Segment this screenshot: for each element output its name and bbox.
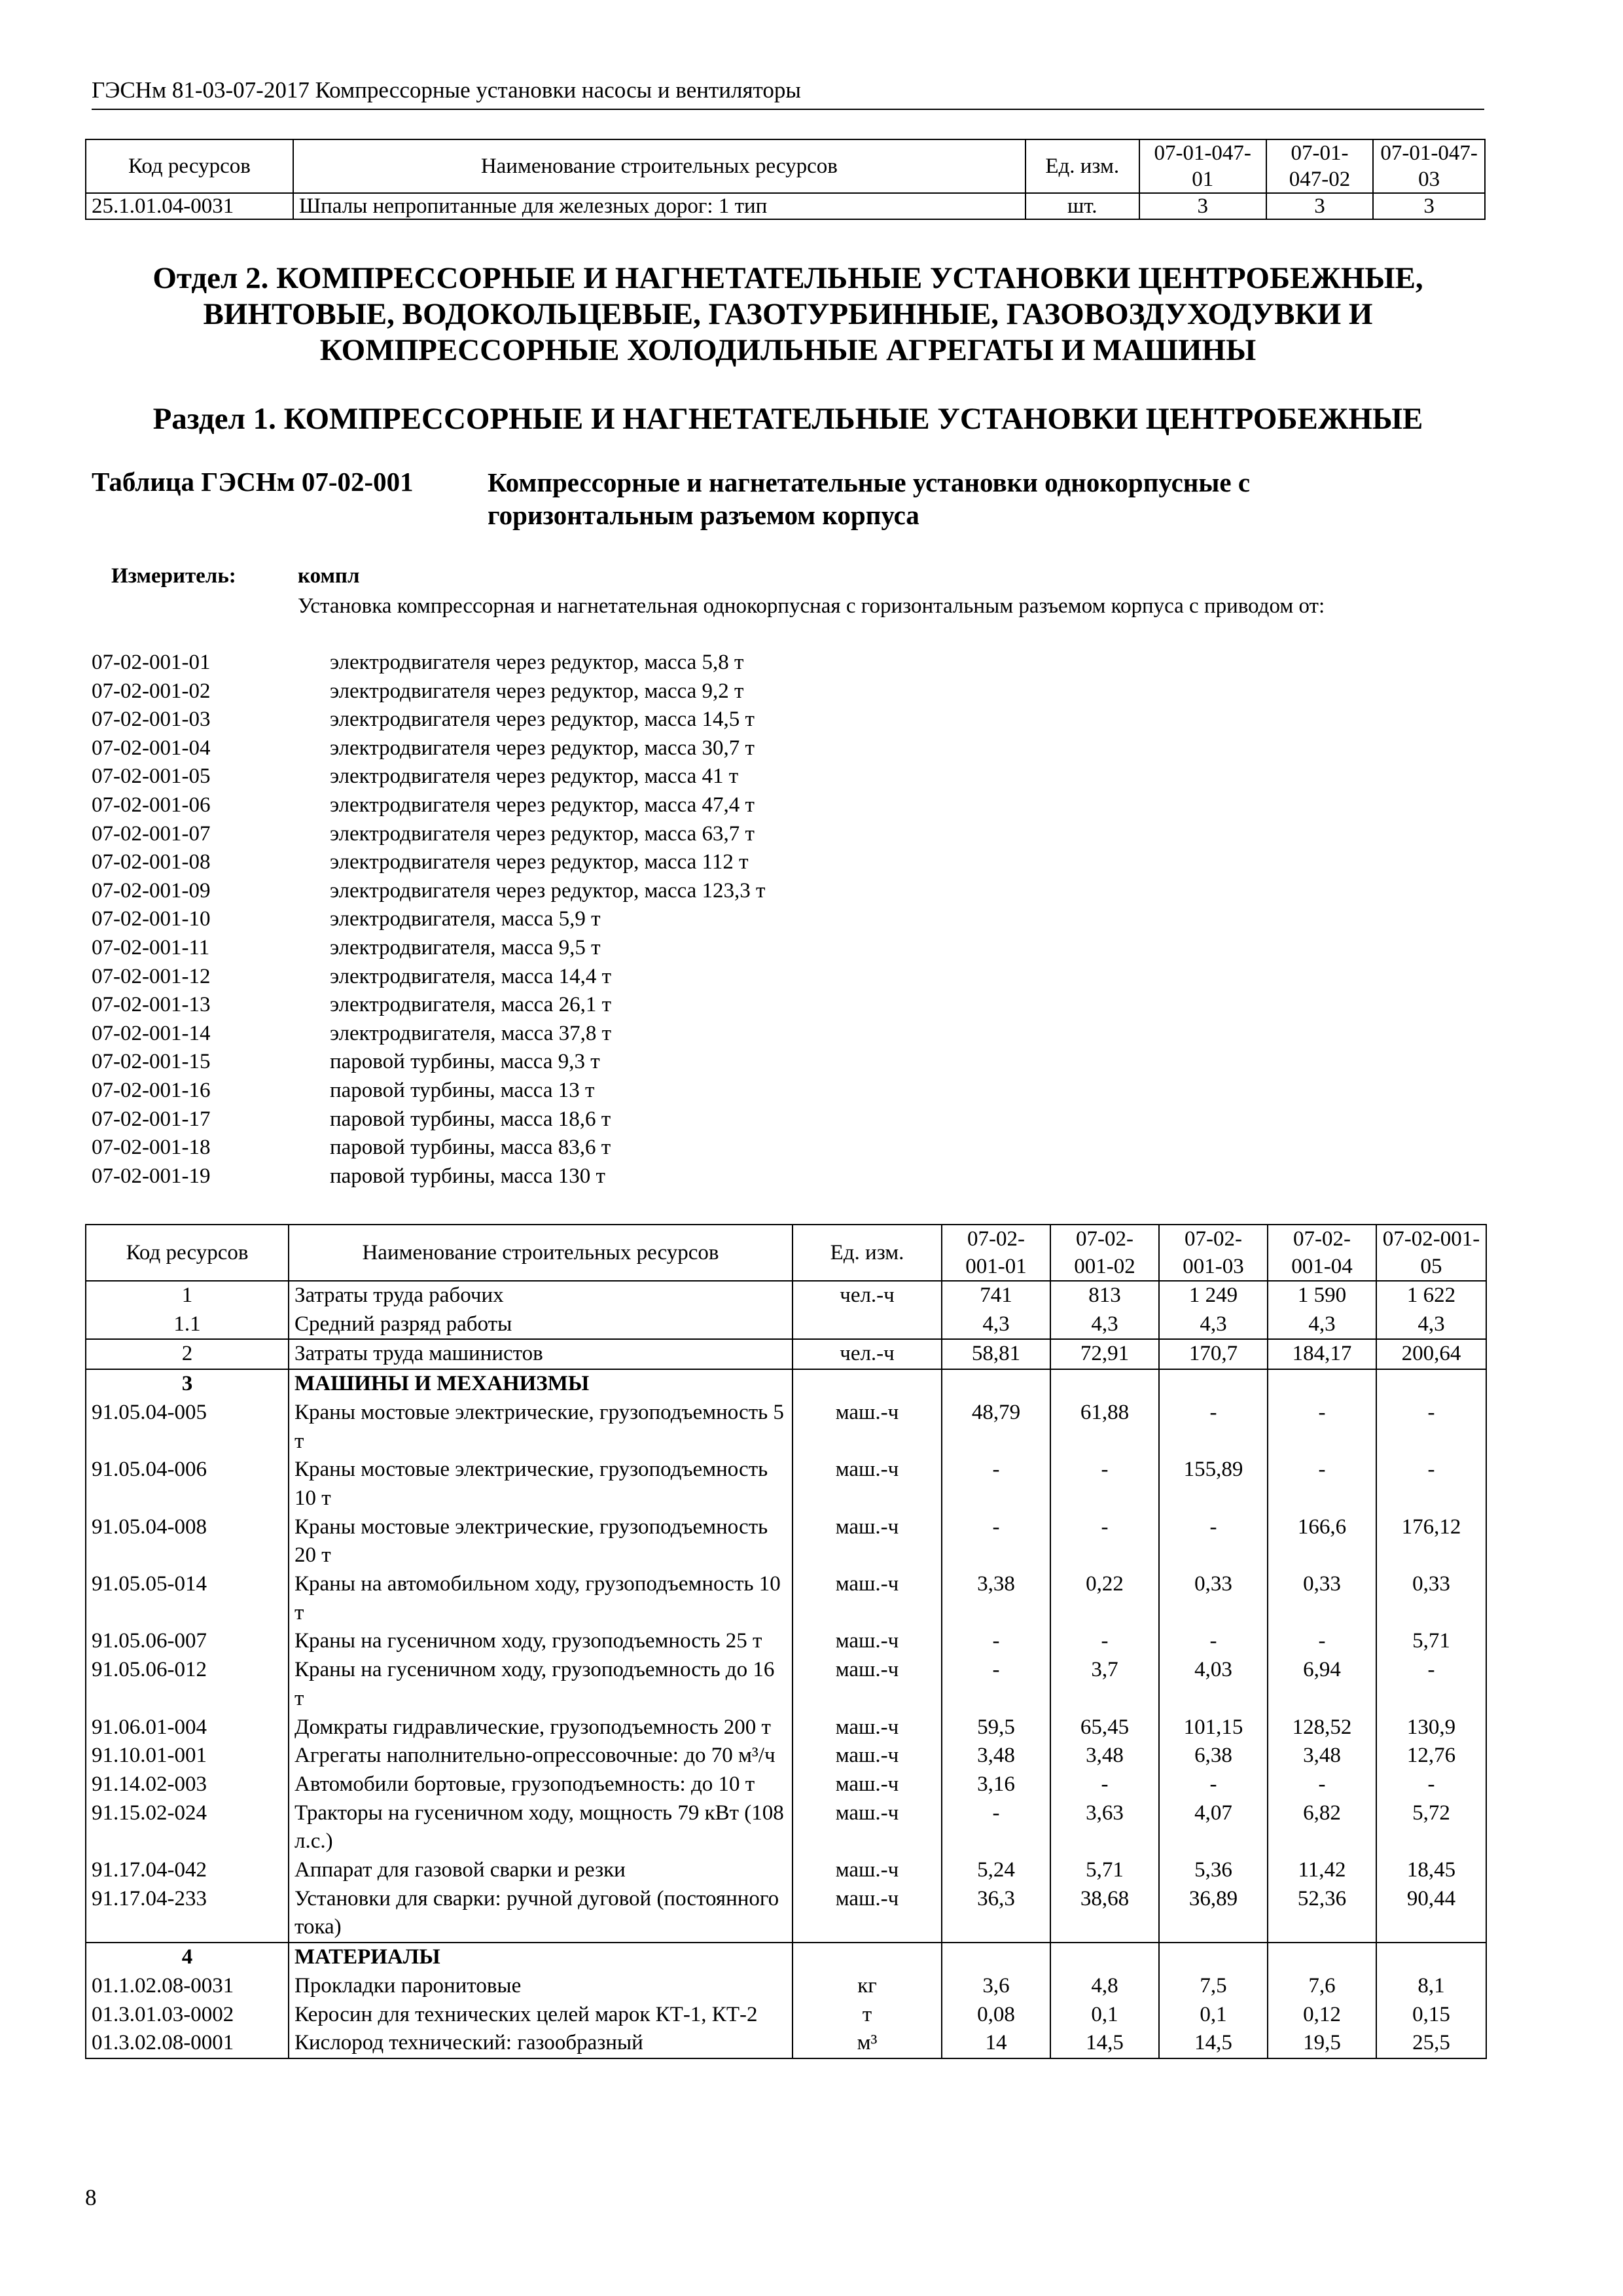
col-header-047-03: 07-01-047-03 [1373,139,1485,193]
variant-code: 07-02-001-13 [92,993,211,1017]
meter-unit: компл [298,564,360,588]
list-item [92,1079,765,1107]
row-value: - [942,1456,1050,1513]
table-row [86,2029,1486,2058]
table-row [86,1856,1486,1885]
variant-code: 07-02-001-11 [92,935,210,960]
row-unit [793,1310,942,1340]
row-unit: т [793,2001,942,2030]
row-value: 72,91 [1050,1339,1159,1369]
list-item [92,965,765,994]
row-value [1376,1369,1486,1399]
variant-code: 07-02-001-07 [92,821,211,846]
variant-code: 07-02-001-09 [92,878,211,903]
row-value: 14,5 [1159,2029,1268,2058]
variant-text: электродвигателя, масса 26,1 т [330,993,612,1017]
table-row [86,1713,1486,1742]
row-code: 91.05.05-014 [86,1570,289,1627]
row-value: - [1376,1770,1486,1799]
variant-text: электродвигателя через редуктор, масса 123,3 т [330,878,766,903]
row-value: - [1159,1513,1268,1570]
variant-text: паровой турбины, масса 18,6 т [330,1107,611,1131]
row-value: 4,8 [1050,1972,1159,2001]
row-code: 91.10.01-001 [86,1742,289,1770]
col-header-047-02: 07-01-047-02 [1266,139,1374,193]
row-value [1159,1369,1268,1399]
list-item [92,936,765,965]
table-row [86,1742,1486,1770]
variant-text: паровой турбины, масса 130 т [330,1164,605,1188]
variant-code: 07-02-001-16 [92,1078,211,1102]
row-value [1268,1369,1376,1399]
row-unit: маш.-ч [793,1513,942,1570]
row-value: 19,5 [1268,2029,1376,2058]
row-code: 91.17.04-042 [86,1856,289,1885]
row-code: 91.05.04-008 [86,1513,289,1570]
row-value: 90,44 [1376,1885,1486,1943]
row-name: Краны на гусеничном ходу, грузоподъемность до 16 т [289,1656,793,1713]
row-name: Краны мостовые электрические, грузоподъемность 5 т [289,1399,793,1456]
row-value: 3,48 [942,1742,1050,1770]
row-code: 91.14.02-003 [86,1770,289,1799]
row-value: 8,1 [1376,1972,1486,2001]
variant-code: 07-02-001-18 [92,1136,211,1160]
row-unit [793,1943,942,1972]
list-item [92,850,765,879]
row-name: Краны на гусеничном ходу, грузоподъемность 25 т [289,1627,793,1656]
row-value: - [1268,1399,1376,1456]
list-item [92,679,765,708]
row-value: 813 [1050,1281,1159,1310]
row-code: 91.15.02-024 [86,1799,289,1856]
row-value: - [1376,1456,1486,1513]
row-code: 01.3.01.03-0002 [86,2001,289,2030]
col-header-name: Наименование строительных ресурсов [289,1225,793,1281]
row-code: 4 [86,1943,289,1972]
col-header-name: Наименование строительных ресурсов [293,139,1026,193]
row-value [1050,1943,1159,1972]
row-code: 91.06.01-004 [86,1713,289,1742]
row-name: Аппарат для газовой сварки и резки [289,1856,793,1885]
col-header-unit: Ед. изм. [1026,139,1139,193]
row-value: 14 [942,2029,1050,2058]
row-value: 0,08 [942,2001,1050,2030]
row-value: - [1376,1399,1486,1456]
row-value: - [942,1656,1050,1713]
row-name: Тракторы на гусеничном ходу, мощность 79 кВт (108 л.с.) [289,1799,793,1856]
row-value [1376,1943,1486,1972]
variant-code: 07-02-001-12 [92,964,211,988]
row-unit: маш.-ч [793,1456,942,1513]
list-item [92,907,765,936]
row-value: - [1268,1627,1376,1656]
row-value: 0,33 [1268,1570,1376,1627]
variant-code: 07-02-001-08 [92,850,211,874]
row-value: 36,89 [1159,1885,1268,1943]
row-code: 3 [86,1369,289,1399]
row-value: 0,1 [1159,2001,1268,2030]
row-code: 91.05.04-005 [86,1399,289,1456]
table-row [86,193,1485,219]
row-code: 91.17.04-233 [86,1885,289,1943]
page-number: 8 [85,2185,97,2210]
row-unit: чел.-ч [793,1281,942,1310]
row-value: 4,3 [1159,1310,1268,1340]
row-code: 1 [86,1281,289,1310]
row-value: 128,52 [1268,1713,1376,1742]
row-value: 3,48 [1050,1742,1159,1770]
row-value: 58,81 [942,1339,1050,1369]
col-header-001-05: 07-02-001-05 [1376,1225,1486,1281]
table-title: Компрессорные и нагнетательные установки однокорпусные с горизонтальным разъемом корпуса [488,467,1251,530]
row-value: 6,94 [1268,1656,1376,1713]
row-value: 6,82 [1268,1799,1376,1856]
row-unit: кг [793,1972,942,2001]
row-value: - [1159,1627,1268,1656]
table-row [86,1310,1486,1340]
row-value: 741 [942,1281,1050,1310]
meter-label: Измеритель: [111,564,236,588]
row-value: 200,64 [1376,1339,1486,1369]
row-value: 184,17 [1268,1339,1376,1369]
row-unit [793,1369,942,1399]
row-value: 7,5 [1159,1972,1268,2001]
row-unit: маш.-ч [793,1627,942,1656]
row-value: 25,5 [1376,2029,1486,2058]
row-value: 4,3 [1050,1310,1159,1340]
row-value: 3 [1266,193,1374,219]
row-value: 3,48 [1268,1742,1376,1770]
row-name: Агрегаты наполнительно-опрессовочные: до 70 м³/ч [289,1742,793,1770]
row-value: 38,68 [1050,1885,1159,1943]
variant-code: 07-02-001-15 [92,1050,211,1074]
variant-code: 07-02-001-06 [92,793,211,817]
row-unit: м³ [793,2029,942,2058]
table-row [86,1656,1486,1713]
row-value: 3,16 [942,1770,1050,1799]
row-value: 130,9 [1376,1713,1486,1742]
row-value: 3,6 [942,1972,1050,2001]
row-value: 3,7 [1050,1656,1159,1713]
list-item [92,1022,765,1050]
row-value: 155,89 [1159,1456,1268,1513]
variant-list [92,651,765,1193]
row-code: 25.1.01.04-0031 [86,193,293,219]
row-value: 5,36 [1159,1856,1268,1885]
row-unit: маш.-ч [793,1570,942,1627]
variant-text: электродвигателя, масса 5,9 т [330,907,601,931]
row-value: 5,71 [1050,1856,1159,1885]
variant-text: электродвигателя через редуктор, масса 63,7 т [330,821,755,846]
row-name: Краны на автомобильном ходу, грузоподъемность 10 т [289,1570,793,1627]
variant-code: 07-02-001-03 [92,708,211,732]
row-name: Краны мостовые электрические, грузоподъемность 20 т [289,1513,793,1570]
row-value: - [1050,1456,1159,1513]
row-value: 1 249 [1159,1281,1268,1310]
department-heading-line3: КОМПРЕССОРНЫЕ ХОЛОДИЛЬНЫЕ АГРЕГАТЫ И МАШИНЫ [319,333,1257,367]
list-item [92,993,765,1022]
table-row [86,1513,1486,1570]
variant-text: электродвигателя через редуктор, масса 14,5 т [330,708,755,732]
table-row [86,1627,1486,1656]
row-value: 18,45 [1376,1856,1486,1885]
row-unit: маш.-ч [793,1399,942,1456]
table-row [86,1972,1486,2001]
row-name: Установки для сварки: ручной дуговой (постоянного тока) [289,1885,793,1943]
row-name: Керосин для технических целей марок КТ-1, КТ-2 [289,2001,793,2030]
col-header-001-02: 07-02-001-02 [1050,1225,1159,1281]
variant-text: паровой турбины, масса 83,6 т [330,1136,611,1160]
row-value: 0,15 [1376,2001,1486,2030]
row-name: Затраты труда машинистов [289,1339,793,1369]
row-value: - [942,1513,1050,1570]
row-value: - [1268,1456,1376,1513]
table-row [86,2001,1486,2030]
col-header-001-01: 07-02-001-01 [942,1225,1050,1281]
row-value: 6,38 [1159,1742,1268,1770]
variant-text: электродвигателя через редуктор, масса 9,2 т [330,679,744,703]
row-unit: чел.-ч [793,1339,942,1369]
row-unit: маш.-ч [793,1885,942,1943]
row-name: Домкраты гидравлические, грузоподъемность 200 т [289,1713,793,1742]
row-value: 4,3 [1376,1310,1486,1340]
row-unit: шт. [1026,193,1139,219]
row-name: Шпалы непропитанные для железных дорог: 1 тип [293,193,1026,219]
table-row [86,1885,1486,1943]
row-value: 7,6 [1268,1972,1376,2001]
row-value: - [1376,1656,1486,1713]
variant-text: паровой турбины, масса 9,3 т [330,1050,600,1074]
col-header-unit: Ед. изм. [793,1225,942,1281]
row-value: 0,33 [1159,1570,1268,1627]
table-row [86,1339,1486,1369]
row-value: 166,6 [1268,1513,1376,1570]
variant-code: 07-02-001-17 [92,1107,211,1131]
row-value: 52,36 [1268,1885,1376,1943]
row-value: 1 622 [1376,1281,1486,1310]
row-value: - [1159,1399,1268,1456]
row-unit: маш.-ч [793,1713,942,1742]
row-unit: маш.-ч [793,1656,942,1713]
variant-text: электродвигателя через редуктор, масса 41 т [330,764,739,789]
row-value: 48,79 [942,1399,1050,1456]
table-row [86,1399,1486,1456]
resource-norms-table [85,1224,1487,2059]
row-code: 91.05.06-012 [86,1656,289,1713]
variant-code: 07-02-001-05 [92,764,211,789]
row-name: МАШИНЫ И МЕХАНИЗМЫ [289,1369,793,1399]
row-value: 12,76 [1376,1742,1486,1770]
table-row [86,1799,1486,1856]
variant-text: электродвигателя, масса 37,8 т [330,1021,612,1045]
row-value: - [1050,1770,1159,1799]
row-code: 01.3.02.08-0001 [86,2029,289,2058]
row-value: 3,38 [942,1570,1050,1627]
row-value: 65,45 [1050,1713,1159,1742]
header-rule [92,109,1484,110]
row-name: Краны мостовые электрические, грузоподъемность 10 т [289,1456,793,1513]
row-value: - [1159,1770,1268,1799]
row-value: 59,5 [942,1713,1050,1742]
variant-code: 07-02-001-14 [92,1021,211,1045]
row-name: Автомобили бортовые, грузоподъемность: до 10 т [289,1770,793,1799]
row-value: 4,3 [942,1310,1050,1340]
department-heading-line1: Отдел 2. КОМПРЕССОРНЫЕ И НАГНЕТАТЕЛЬНЫЕ УСТАНОВКИ ЦЕНТРОБЕЖНЫЕ, [152,261,1423,295]
col-header-001-04: 07-02-001-04 [1268,1225,1376,1281]
row-code: 91.05.04-006 [86,1456,289,1513]
variant-text: электродвигателя, масса 14,4 т [330,964,612,988]
row-value: 0,33 [1376,1570,1486,1627]
row-value: - [942,1799,1050,1856]
row-name: МАТЕРИАЛЫ [289,1943,793,1972]
row-value: 5,71 [1376,1627,1486,1656]
list-item [92,736,765,765]
running-header: ГЭСНм 81-03-07-2017 Компрессорные установки насосы и вентиляторы [92,77,801,103]
table-row [86,1943,1486,1972]
row-value: 4,03 [1159,1656,1268,1713]
list-item [92,879,765,908]
row-value [1050,1369,1159,1399]
list-item [92,822,765,851]
row-value: - [1050,1513,1159,1570]
row-value: - [1268,1770,1376,1799]
variant-text: электродвигателя через редуктор, масса 112 т [330,850,749,874]
row-value: 11,42 [1268,1856,1376,1885]
row-name: Кислород технический: газообразный [289,2029,793,2058]
col-header-code: Код ресурсов [86,1225,289,1281]
row-value: 3 [1139,193,1266,219]
list-item [92,651,765,679]
row-unit: маш.-ч [793,1770,942,1799]
row-value: 4,3 [1268,1310,1376,1340]
variant-text: электродвигателя через редуктор, масса 30,7 т [330,736,755,760]
meter-description: Установка компрессорная и нагнетательная однокорпусная с горизонтальным разъемом корпуса с приводом от: [298,594,1325,618]
row-value: 14,5 [1050,2029,1159,2058]
variant-text: электродвигателя, масса 9,5 т [330,935,601,960]
table-row [86,1770,1486,1799]
row-name: Средний разряд работы [289,1310,793,1340]
top-resource-table [85,139,1486,220]
list-item [92,1050,765,1079]
main-table-body [86,1281,1486,2058]
row-value: - [942,1627,1050,1656]
row-unit: маш.-ч [793,1799,942,1856]
list-item [92,1136,765,1164]
row-value: 1 590 [1268,1281,1376,1310]
table-number: Таблица ГЭСНм 07-02-001 [92,467,414,497]
variant-text: электродвигателя через редуктор, масса 5,8 т [330,651,744,674]
row-value: 101,15 [1159,1713,1268,1742]
col-header-001-03: 07-02-001-03 [1159,1225,1268,1281]
list-item [92,764,765,793]
list-item [92,1164,765,1193]
row-code: 1.1 [86,1310,289,1340]
row-value [942,1369,1050,1399]
row-value: 170,7 [1159,1339,1268,1369]
variant-code: 07-02-001-01 [92,651,211,674]
row-value: 5,24 [942,1856,1050,1885]
variant-code: 07-02-001-04 [92,736,211,760]
row-value: 36,3 [942,1885,1050,1943]
list-item [92,708,765,736]
table-row [86,1456,1486,1513]
variant-text: паровой турбины, масса 13 т [330,1078,595,1102]
row-value: 0,22 [1050,1570,1159,1627]
col-header-047-01: 07-01-047-01 [1139,139,1266,193]
row-value: 0,12 [1268,2001,1376,2030]
row-value [942,1943,1050,1972]
row-code: 91.05.06-007 [86,1627,289,1656]
row-value: 3 [1373,193,1485,219]
row-value: 61,88 [1050,1399,1159,1456]
list-item [92,793,765,822]
row-value: 5,72 [1376,1799,1486,1856]
variant-code: 07-02-001-10 [92,907,211,931]
row-value: - [1050,1627,1159,1656]
row-unit: маш.-ч [793,1856,942,1885]
list-item [92,1107,765,1136]
row-value: 3,63 [1050,1799,1159,1856]
table-row [86,1369,1486,1399]
row-value [1268,1943,1376,1972]
row-value: 4,07 [1159,1799,1268,1856]
row-value [1159,1943,1268,1972]
section-heading: Раздел 1. КОМПРЕССОРНЫЕ И НАГНЕТАТЕЛЬНЫЕ УСТАНОВКИ ЦЕНТРОБЕЖНЫЕ [152,402,1423,436]
row-unit: маш.-ч [793,1742,942,1770]
row-code: 2 [86,1339,289,1369]
row-value: 0,1 [1050,2001,1159,2030]
variant-text: электродвигателя через редуктор, масса 47,4 т [330,793,755,817]
table-row [86,1570,1486,1627]
row-name: Затраты труда рабочих [289,1281,793,1310]
variant-code: 07-02-001-02 [92,679,211,703]
department-heading-line2: ВИНТОВЫЕ, ВОДОКОЛЬЦЕВЫЕ, ГАЗОТУРБИННЫЕ, ГАЗОВОЗДУХОДУВКИ И [203,297,1373,331]
row-name: Прокладки паронитовые [289,1972,793,2001]
top-table-header [86,139,1485,193]
row-value: 176,12 [1376,1513,1486,1570]
variant-code: 07-02-001-19 [92,1164,211,1188]
table-row [86,1281,1486,1310]
main-table-header [86,1225,1486,1281]
row-code: 01.1.02.08-0031 [86,1972,289,2001]
col-header-code: Код ресурсов [86,139,293,193]
